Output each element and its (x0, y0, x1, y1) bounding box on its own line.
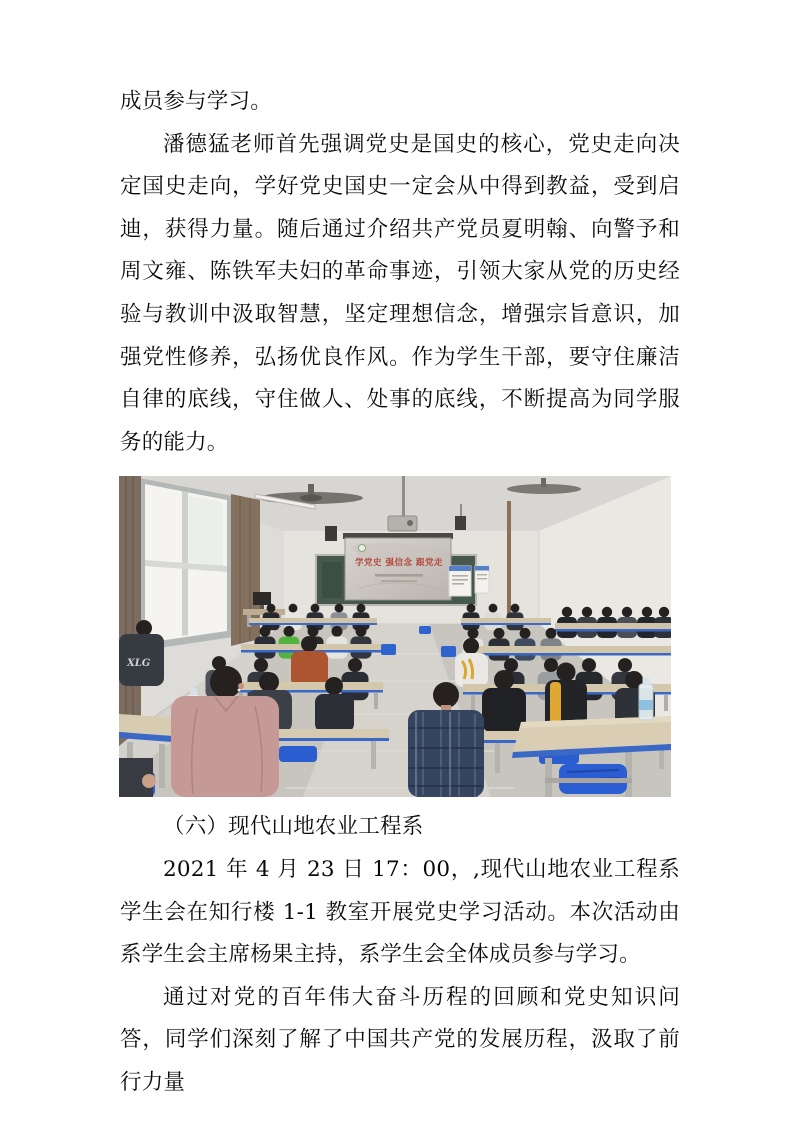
wall-posters (449, 566, 489, 596)
water-bottle-right (639, 678, 653, 720)
section-heading-6: （六）现代山地农业工程系 (163, 814, 424, 840)
classroom-photo-illustration (119, 476, 671, 797)
projection-screen (343, 533, 453, 600)
screen-title-text: 学党史 强信念 跟党走 (355, 558, 443, 569)
paragraph-activity-info: 2021 年 4 月 23 日 17：00，,现代山地农业工程系学生会在知行楼 1-1 教室开展党史学习活动。本次活动由系学生会主席杨果主持，系学生会全体成员参与学习。 (120, 856, 680, 968)
paragraph-continuation: 成员参与学习。 (120, 89, 272, 114)
jacket-print-text: XLG (127, 658, 151, 670)
door-frame (507, 501, 511, 624)
paragraph-teacher-pan: 潘德猛老师首先强调党史是国史的核心，党史走向决定国史走向，学好党史国史一定会从中得到教益，受到启迪，获得力量。随后通过介绍共产党员夏明翰、向警予和周文雍、陈铁军夫妇的革命事迹，引领大家从党的历史经验与教训中汲取智慧，坚定理想信念，增强宗旨意识，加强党性修养，弘扬优良作风。作为学生干部，要守住廉洁自律的底线，守住做人、处事的底线，不断提高为同学服务的能力。 (120, 131, 680, 455)
hand (142, 774, 156, 788)
classroom-photo (119, 476, 671, 797)
paragraph-activity-review: 通过对党的百年伟大奋斗历程的回顾和党史知识问答，同学们深刻了解了中国共产党的发展历程，汲取了前行力量 (120, 984, 680, 1095)
document-content (120, 81, 680, 1105)
